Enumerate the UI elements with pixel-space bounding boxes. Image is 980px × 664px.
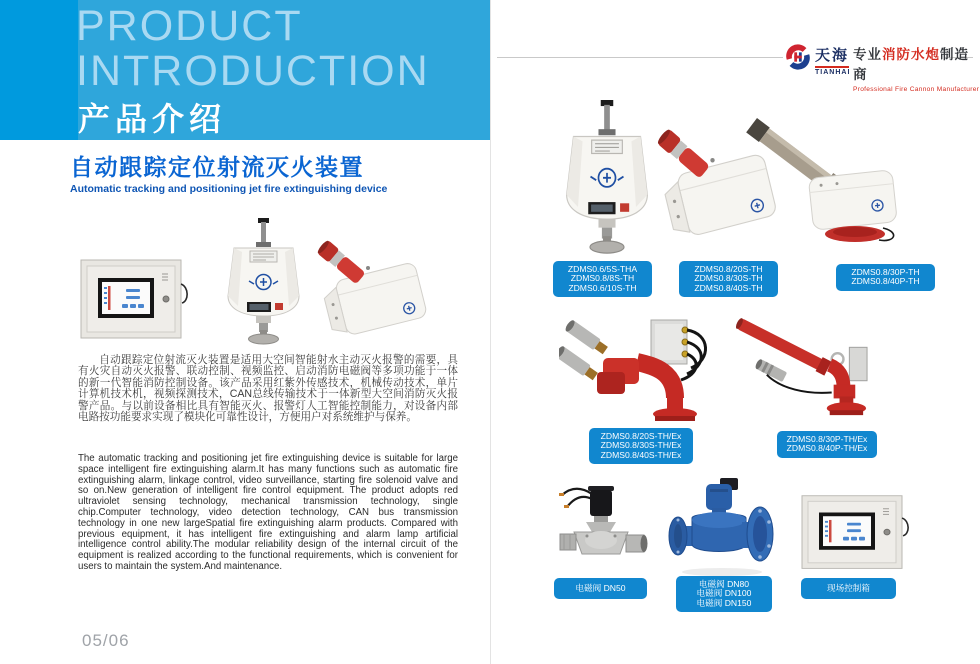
model-line: 现场控制箱	[827, 583, 870, 593]
page-number: 05/06	[82, 631, 130, 650]
header-accent-stripe	[0, 0, 78, 140]
brand-name-en: TIANHAI	[815, 69, 851, 76]
model-line: ZDMS0.8/30S-TH/Ex	[600, 440, 682, 451]
model-line: ZDMS0.8/40P-TH	[851, 276, 920, 287]
header-title-cn: 产品介绍	[78, 101, 227, 137]
model-line: 电磁阀 DN150	[696, 597, 752, 608]
angled-water-cannon-illustration	[316, 234, 431, 346]
brand-rule-left	[497, 57, 783, 58]
model-line: ZDMS0.8/20S-TH	[694, 264, 763, 274]
page-header-banner	[0, 0, 490, 140]
product-photo-cannon-front	[553, 100, 661, 258]
model-line: ZDMS0.8/8S-TH	[570, 273, 635, 284]
product-model-label	[836, 264, 935, 291]
model-line: ZDMS0.8/20S-TH/Ex	[600, 431, 682, 441]
suspended-water-cannon-photo	[216, 218, 311, 348]
product-model-label	[676, 576, 772, 612]
product-photo-field-control-box	[799, 492, 909, 574]
model-line: ZDMS0.8/40P-TH/Ex	[786, 443, 868, 454]
tagline-prefix: 专业	[853, 47, 882, 62]
ex-cannon-dual-illustration	[559, 306, 717, 428]
header-title-en	[76, 4, 430, 94]
control-cabinet-illustration	[78, 256, 188, 344]
tagline-suffix: 制造商	[853, 47, 969, 82]
header-title-line2: INTRODUCTION	[76, 47, 430, 95]
product-photo-cannon-barrel	[743, 112, 903, 248]
section-title-en: Automatic tracking and positioning jet fire extinguishing device	[70, 183, 388, 195]
ex-cannon-long-illustration	[734, 308, 892, 422]
brand-tagline-en: Professional Fire Cannon Manufacturer	[853, 86, 980, 93]
model-line: ZDMS0.8/40S-TH/Ex	[600, 449, 682, 460]
brand-tagline-block	[853, 43, 980, 93]
product-model-label	[589, 428, 693, 464]
product-model-label	[801, 578, 896, 599]
product-photo-ex-cannon-dual	[559, 306, 717, 428]
brand-tagline-cn	[853, 43, 980, 83]
cannon-front-illustration	[553, 100, 661, 258]
solenoid-valve-blue-illustration	[661, 476, 781, 578]
header-title-line1: PRODUCT	[76, 2, 303, 50]
model-line: ZDMS0.6/10S-TH	[568, 282, 637, 293]
angled-water-cannon-photo	[316, 234, 431, 348]
model-line: 电磁阀 DN100	[696, 588, 752, 599]
model-line: ZDMS0.6/5S-THA	[567, 264, 638, 274]
brand-name-cn: 天海	[815, 47, 850, 64]
model-line: ZDMS0.8/30S-TH	[694, 273, 763, 284]
product-model-label	[553, 261, 652, 297]
field-control-box-illustration	[799, 492, 909, 574]
product-model-label	[679, 261, 778, 297]
intro-paragraph-en: The automatic tracking and positioning jet fire extinguishing device is suitable for large space intelligent fire extinguishing alarm.It has many functions such as automatic fire extinguishing alarm, linkage control, video surveillance, starting fire solenoid valve and so on.New generation of intelligent fire control equipment. The product adopts red ultraviolet sensing technology, mechanical transmission technology, single chip.Computer technology, video detection technology, CAN bus transmission technology in one new largeSpatial fire extinguishing alarm products. Compared with previous equipment, it has intelligent fire extinguishing and alarm lamp artificial intelligence control ability.The modular reliability design of the internal circuit of the equipment is realized according to the functional requirements, which is convenient for users to maintain the system.And maintenance.	[78, 453, 458, 572]
solenoid-valve-steel-illustration	[554, 480, 650, 576]
product-model-label	[777, 431, 877, 458]
brand-divider	[815, 66, 849, 68]
model-line: ZDMS0.8/30P-TH/Ex	[786, 434, 868, 444]
model-line: 电磁阀 DN80	[698, 579, 750, 589]
right-page	[490, 0, 980, 664]
intro-paragraph-cn: 自动跟踪定位射流灭火装置是适用大空间智能射水主动灭火报警的需要，具有火灾自动灭火报警、联动控制、视频监控、启动消防电磁阀等多项功能于一体的新一代智能消防控制设备。该产品采用红紫外传感技术，机械传动技术，单片计算机技术机，视频探测技术，CAN总线传输技术于一体新型大空间消防灭火报警产品。与以前设备相比具有智能灭火、报警灯人工智能控制能力，对设备内部电路按功能要求实现了模块化可靠性设计，方便用户对系统维护与保养。	[78, 354, 458, 424]
tagline-highlight: 消防水炮	[882, 47, 940, 62]
tianhai-logo-icon	[784, 43, 812, 71]
model-line: ZDMS0.8/40S-TH	[694, 282, 763, 293]
model-line: ZDMS0.8/30P-TH	[851, 267, 920, 277]
model-line: 电磁阀 DN50	[575, 583, 626, 593]
brand-name-block	[815, 44, 849, 76]
product-photo-ex-cannon-long	[734, 308, 892, 422]
control-cabinet-photo	[78, 256, 188, 344]
product-model-label	[554, 578, 647, 599]
product-photo-solenoid-valve-blue	[661, 476, 781, 578]
product-photo-solenoid-valve-steel	[554, 480, 650, 576]
suspended-water-cannon-illustration	[216, 218, 311, 348]
cannon-barrel-illustration	[743, 112, 903, 248]
section-title-cn: 自动跟踪定位射流灭火装置	[70, 154, 364, 180]
